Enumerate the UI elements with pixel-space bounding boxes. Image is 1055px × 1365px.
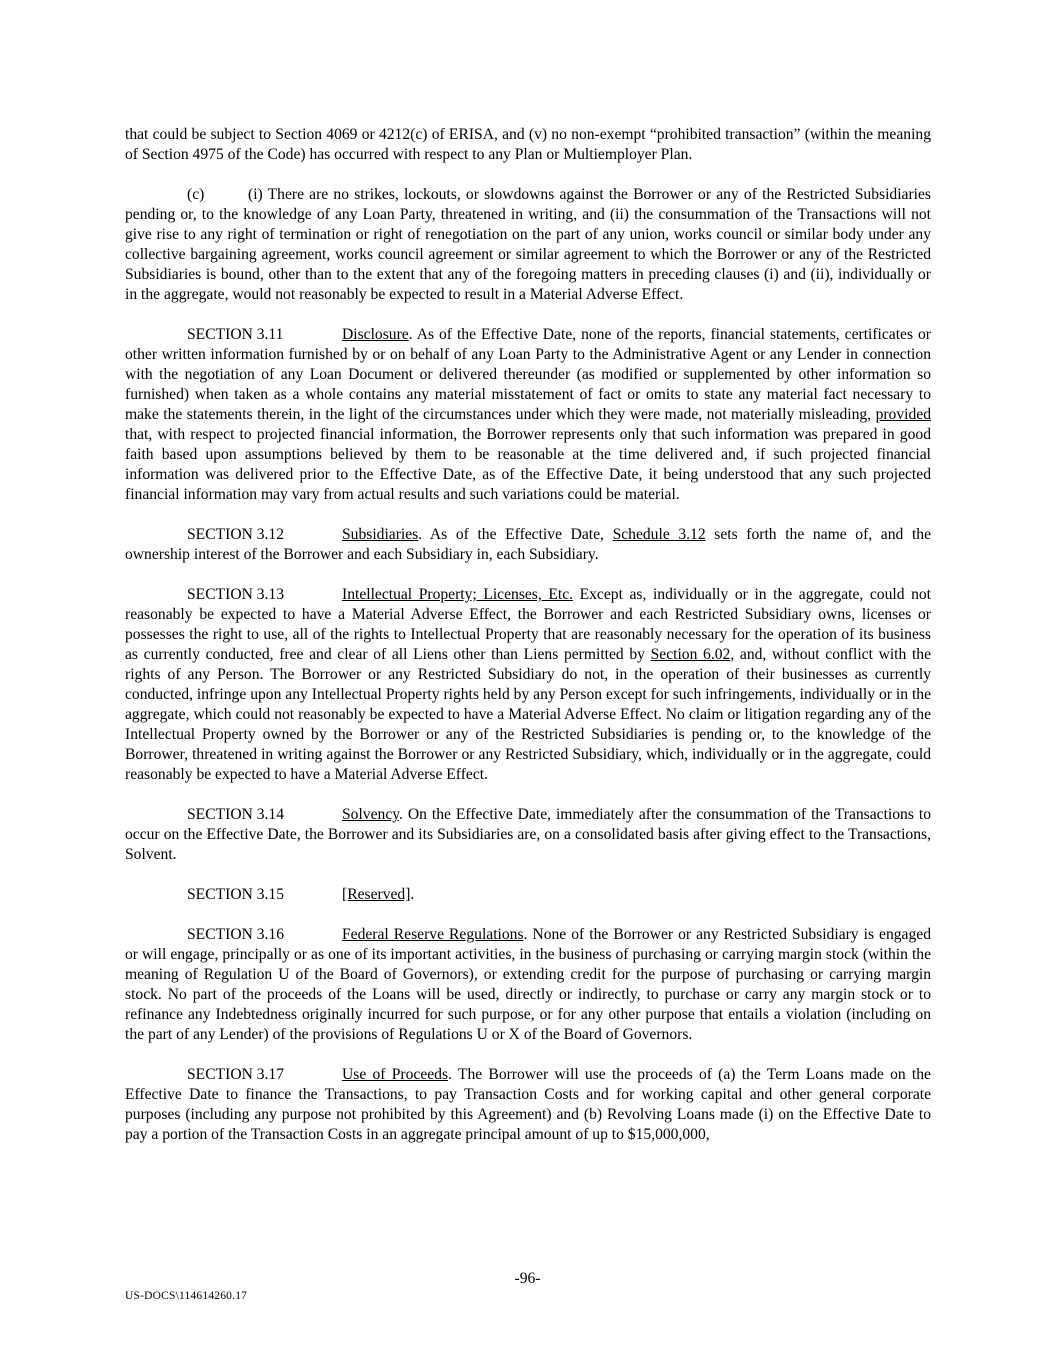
section-heading: Solvency [342, 806, 400, 823]
section-3-14-solvency [125, 805, 931, 865]
section-text: Except as, individually or in the aggregate, could not reasonably be expected to have a Material Adverse Effect, the Borrower and each Restricted Subsidiary owns, licenses or possesses the right to use, all of the rights to Intellectual Property that are reasonably necessary for the operation of its business as currently conducted, free and clear of all Liens other than Liens permitted by [125, 586, 931, 663]
section-3-13-intellectual-property [125, 585, 931, 785]
section-reference: Section 6.02 [650, 646, 731, 663]
section-text: . [410, 886, 415, 903]
proviso-term: provided [875, 406, 931, 423]
section-heading: Federal Reserve Regulations [342, 926, 524, 943]
page-number: -96- [514, 1270, 541, 1287]
section-number: SECTION 3.13 [187, 586, 285, 603]
paragraph-erisa-continuation [125, 125, 931, 165]
paragraph-clause-c [125, 185, 931, 305]
section-text: . The Borrower will use the proceeds of (a) the Term Loans made on the Effective Date to finance the Transactions, to pay Transaction Costs and for working capital and other general corporate purposes (including any purpose not prohibited by this Agreement) and (b) Revolving Loans made (i) on the Effective Date to pay a portion of the Transaction Costs in an aggregate principal amount of up to $15,000,000, [125, 1066, 931, 1143]
paragraph-text: that could be subject to Section 4069 or 4212(c) of ERISA, and (v) no non-exempt “prohibited transaction” (within the meaning of Section 4975 of the Code) has occurred with respect to any Plan or Multiemployer Plan. [125, 126, 931, 163]
section-text: . As of the Effective Date, [418, 526, 613, 543]
document-body [125, 125, 931, 1165]
section-text: sets forth the name of, and the ownership interest of the Borrower and each Subsidiary in, each Subsidiary. [125, 526, 931, 563]
section-3-17-use-of-proceeds [125, 1065, 931, 1145]
section-heading: [Reserved] [342, 886, 411, 903]
clause-marker: (c) [187, 186, 205, 203]
section-text: , and, without conflict with the rights of any Person. The Borrower or any Restricted Subsidiary do not, in the operation of their businesses as currently conducted, infringe upon any Intellectual Property rights held by any Person except for such infringements, individually or in the aggregate, which could not reasonably be expected to have a Material Adverse Effect. No claim or litigation regarding any of the Intellectual Property owned by the Borrower or any of the Restricted Subsidiaries is pending or, to the knowledge of the Borrower, threatened in writing against the Borrower or any Restricted Subsidiary, which, individually or in the aggregate, could reasonably be expected to have a Material Adverse Effect. [125, 646, 931, 783]
section-number: SECTION 3.11 [187, 326, 284, 343]
section-heading: Subsidiaries [342, 526, 419, 543]
section-heading: Intellectual Property; Licenses, Etc. [342, 586, 574, 603]
paragraph-text: (i) There are no strikes, lockouts, or slowdowns against the Borrower or any of the Restricted Subsidiaries pending or, to the knowledge of any Loan Party, threatened in writing, and (ii) the consummation of the Transactions will not give rise to any right of termination or right of renegotiation on the part of any union, works council or similar body under any collective bargaining agreement, works council agreement or similar agreement to which the Borrower or any of the Restricted Subsidiaries is bound, other than to the extent that any of the foregoing matters in preceding clauses (i) and (ii), individually or in the aggregate, would not reasonably be expected to result in a Material Adverse Effect. [125, 186, 931, 303]
section-3-11-disclosure [125, 325, 931, 505]
section-text: . None of the Borrower or any Restricted Subsidiary is engaged or will engage, principally or as one of its important activities, in the business of purchasing or carrying margin stock (within the meaning of Regulation U of the Board of Governors), or extending credit for the purpose of purchasing or carrying margin stock. No part of the proceeds of the Loans will be used, directly or indirectly, to purchase or carry any margin stock or to refinance any Indebtedness originally incurred for such purpose, or for any other purpose that entails a violation (including on the part of any Lender) of the provisions of Regulations U or X of the Board of Governors. [125, 926, 931, 1043]
section-number: SECTION 3.14 [187, 806, 285, 823]
section-text: . On the Effective Date, immediately after the consummation of the Transactions to occur on the Effective Date, the Borrower and its Subsidiaries are, on a consolidated basis after giving effect to the Transactions, Solvent. [125, 806, 931, 863]
section-text: that, with respect to projected financial information, the Borrower represents only that such information was prepared in good faith based upon assumptions believed by them to be reasonable at the time delivered and, if such projected financial information was delivered prior to the Effective Date, as of the Effective Date, it being understood that any such projected financial information may vary from actual results and such variations could be material. [125, 426, 931, 503]
section-number: SECTION 3.12 [187, 526, 285, 543]
section-3-12-subsidiaries [125, 525, 931, 565]
section-number: SECTION 3.15 [187, 886, 285, 903]
document-id: US-DOCS\114614260.17 [125, 1290, 248, 1302]
section-text: . As of the Effective Date, none of the reports, financial statements, certificates or other written information furnished by or on behalf of any Loan Party to the Administrative Agent or any Lender in connection with the negotiation of any Loan Document or delivered thereunder (as modified or supplemented by other information so furnished) when taken as a whole contains any material misstatement of fact or omits to state any material fact necessary to make the statements therein, in the light of the circumstances under which they were made, not materially misleading, [125, 326, 931, 423]
section-heading: Disclosure [342, 326, 409, 343]
section-number: SECTION 3.16 [187, 926, 285, 943]
section-3-16-federal-reserve [125, 925, 931, 1045]
section-3-15-reserved [125, 885, 931, 905]
schedule-reference: Schedule 3.12 [612, 526, 706, 543]
section-heading: Use of Proceeds [342, 1066, 449, 1083]
section-number: SECTION 3.17 [187, 1066, 285, 1083]
